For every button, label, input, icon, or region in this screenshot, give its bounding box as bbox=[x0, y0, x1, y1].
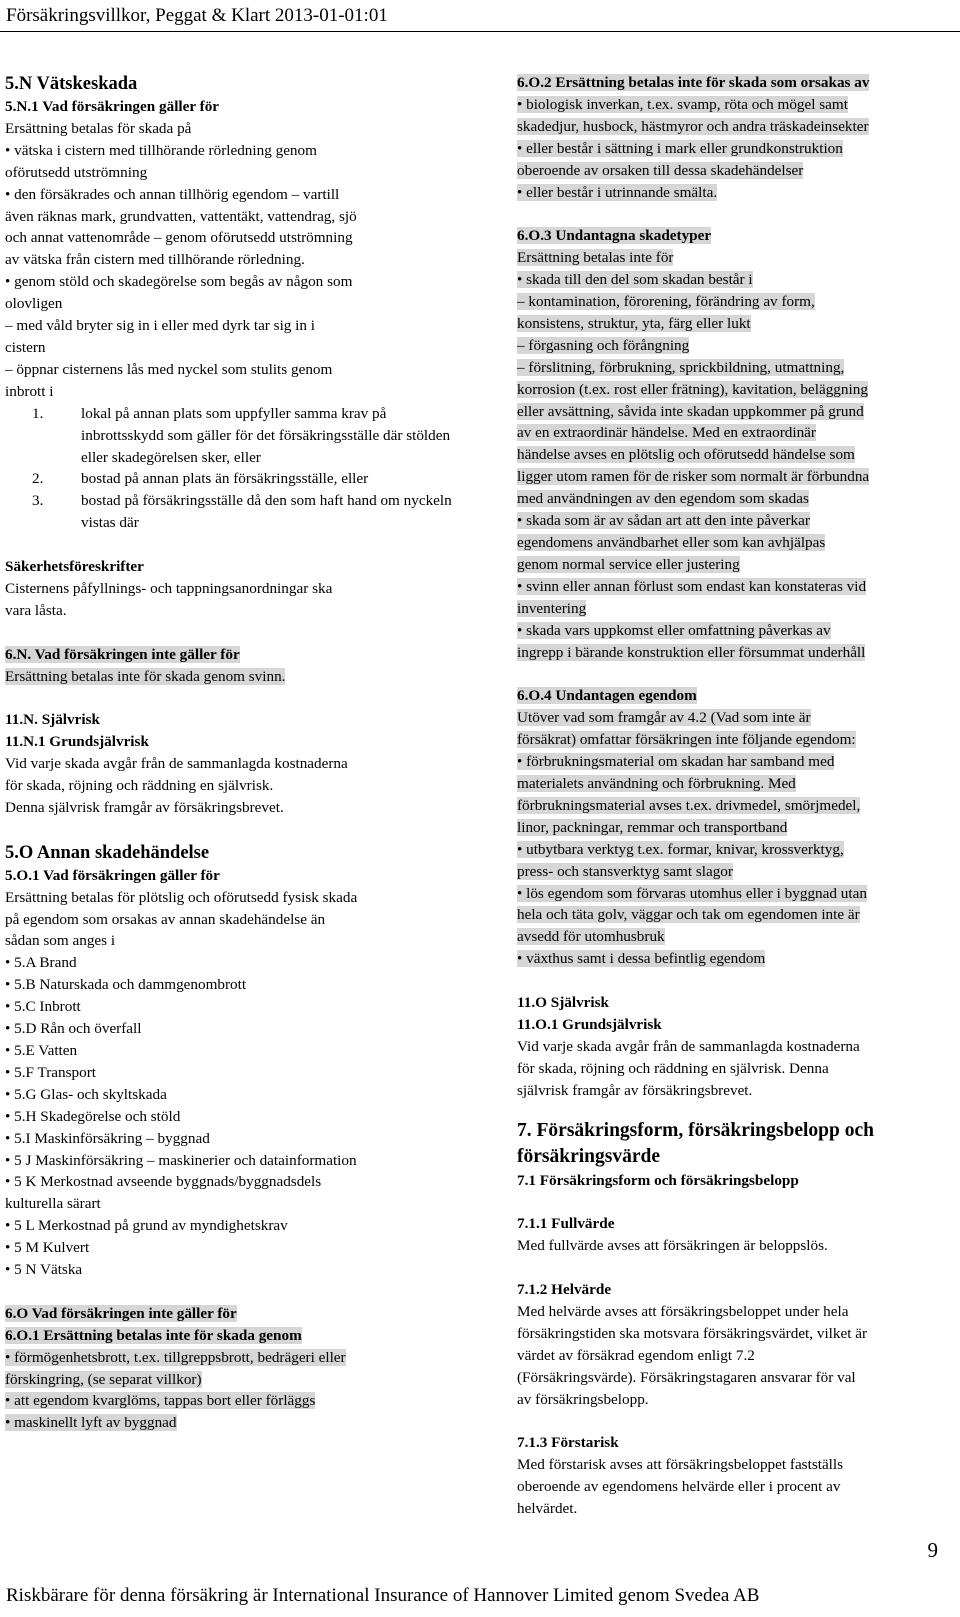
text-line: försäkrat) omfattar försäkringen inte följande egendom: bbox=[517, 731, 856, 749]
text-line: inventering bbox=[517, 599, 587, 617]
header-divider bbox=[0, 31, 960, 32]
text-line: – förslitning, förbrukning, sprickbildning, utmattning, bbox=[517, 358, 845, 376]
text-line: självrisk framgår av försäkringsbrevet. bbox=[517, 1081, 753, 1099]
text-line: helvärdet. bbox=[517, 1500, 578, 1518]
text-line: korrosion (t.ex. rost eller frätning), kavitation, beläggning bbox=[517, 380, 868, 398]
text-line: vara låsta. bbox=[5, 601, 67, 619]
list-item: • 5 K Merkostnad avseende byggnads/byggnadsdels bbox=[5, 1173, 322, 1191]
text-line: eller avsättning, såvida inte skadan uppkommer på grund bbox=[517, 402, 864, 420]
text-line: – förgasning och förångning bbox=[517, 336, 690, 354]
text-line: oberoende av orsaken till dessa skadehändelser bbox=[517, 161, 804, 179]
list-item: • eller består i utrinnande smälta. bbox=[517, 183, 718, 201]
numbered-item: 1. lokal på annan plats som uppfyller samma krav på inbrottsskydd som gäller för det försäkringsställe där stölden eller skadegörelsen sker, eller bbox=[32, 404, 451, 466]
list-item: • 5.I Maskinförsäkring – byggnad bbox=[5, 1129, 210, 1147]
list-item: • 5.F Transport bbox=[5, 1063, 96, 1081]
text-line: skadedjur, husbock, hästmyror och andra träskadeinsekter bbox=[517, 117, 869, 135]
text-line: förbrukningsmaterial avses t.ex. drivmedel, smörjmedel, bbox=[517, 796, 861, 814]
list-item: • svinn eller annan förlust som endast kan konstateras vid bbox=[517, 577, 867, 595]
subsection-heading-5N1: 5.N.1 Vad försäkringen gäller för bbox=[5, 98, 220, 115]
list-item: • 5.A Brand bbox=[5, 954, 77, 972]
text-line: och annat vattenområde – genom oförutsedd utströmning bbox=[5, 229, 353, 247]
text-line: sådan som anges i bbox=[5, 932, 116, 950]
subsection-heading-6O: 6.O Vad försäkringen inte gäller för bbox=[5, 1304, 237, 1322]
subsection-heading-6O2: 6.O.2 Ersättning betalas inte för skada som orsakas av bbox=[517, 74, 870, 91]
text-line: även räknas mark, grundvatten, vattentäkt, vattendrag, sjö bbox=[5, 207, 357, 225]
text-line: materialets användning och förbrukning. Med bbox=[517, 774, 796, 792]
text-line: cistern bbox=[5, 338, 46, 356]
list-item: • utbytbara verktyg t.ex. formar, knivar, krossverktyg, bbox=[517, 840, 844, 858]
numbered-item: 3. bostad på försäkringsställe då den som haft hand om nyckeln vistas där bbox=[32, 492, 452, 532]
subsection-heading-6O1: 6.O.1 Ersättning betalas inte för skada genom bbox=[5, 1326, 302, 1344]
subsection-heading-6N: 6.N. Vad försäkringen inte gäller för bbox=[5, 645, 240, 663]
text-line: • vätska i cistern med tillhörande rörledning genom bbox=[5, 141, 317, 159]
subsection-heading-11O: 11.O Självrisk bbox=[517, 994, 609, 1012]
text-line: på egendom som orsakas av annan skadehändelse än bbox=[5, 910, 326, 928]
list-item: • 5 N Vätska bbox=[5, 1261, 83, 1279]
list-item: • eller består i sättning i mark eller grundkonstruktion bbox=[517, 139, 843, 157]
list-item: • 5.G Glas- och skyltskada bbox=[5, 1085, 167, 1103]
page-number: 9 bbox=[927, 1538, 938, 1562]
text-line: linor, packningar, remmar och transportband bbox=[517, 818, 788, 836]
list-item: • 5 J Maskinförsäkring – maskinerier och datainformation bbox=[5, 1151, 357, 1169]
text-line: förskingring, (se separat villkor) bbox=[5, 1370, 202, 1388]
list-item: • 5.B Naturskada och dammgenombrott bbox=[5, 976, 247, 994]
section-heading-7-cont: försäkringsvärde bbox=[517, 1145, 660, 1167]
text-line: för skada, röjning och räddning en självrisk. bbox=[5, 777, 274, 795]
text-line: inbrott i bbox=[5, 382, 54, 400]
list-item: • lös egendom som förvaras utomhus eller i byggnad utan bbox=[517, 884, 867, 902]
subsection-heading-11O1: 11.O.1 Grundsjälvrisk bbox=[517, 1015, 662, 1033]
text-line: olovligen bbox=[5, 295, 63, 313]
text-line: Med fullvärde avses att försäkringen är beloppslös. bbox=[517, 1237, 828, 1255]
text-line: – öppnar cisternens lås med nyckel som stulits genom bbox=[5, 360, 333, 378]
list-item: • biologisk inverkan, t.ex. svamp, röta och mögel samt bbox=[517, 95, 848, 113]
text-line: egendomens användbarhet eller som kan avhjälpas bbox=[517, 534, 826, 552]
text-line: försäkringstiden ska motsvara försäkringsvärdet, vilket är bbox=[517, 1324, 868, 1342]
section-heading-5N: 5.N Vätskeskada bbox=[5, 74, 138, 94]
list-item: • maskinellt lyft av byggnad bbox=[5, 1414, 177, 1432]
list-item: • 5 L Merkostnad på grund av myndighetskrav bbox=[5, 1217, 288, 1235]
safety-heading: Säkerhetsföreskrifter bbox=[5, 558, 144, 576]
text-line: genom normal service eller justering bbox=[517, 555, 740, 573]
list-item: • 5.D Rån och överfall bbox=[5, 1020, 142, 1038]
text-line: Ersättning betalas för plötslig och oförutsedd fysisk skada bbox=[5, 888, 358, 906]
subsection-heading-11N1: 11.N.1 Grundsjälvrisk bbox=[5, 733, 149, 751]
subsection-heading-6O4: 6.O.4 Undantagen egendom bbox=[517, 687, 697, 705]
section-heading-7: 7. Försäkringsform, försäkringsbelopp och bbox=[517, 1119, 874, 1141]
text-line: händelse avses en plötslig och oförutsedd händelse som bbox=[517, 446, 855, 464]
text-line: Ersättning betalas inte för bbox=[517, 249, 674, 267]
text-line: oberoende av egendomens helvärde eller i procent av bbox=[517, 1478, 841, 1496]
subsection-heading-712: 7.1.2 Helvärde bbox=[517, 1281, 612, 1299]
left-column bbox=[5, 72, 452, 1434]
text-line: Med förstarisk avses att försäkringsbeloppet fastställs bbox=[517, 1456, 844, 1474]
text-line: oförutsedd utströmning bbox=[5, 163, 148, 181]
text-line: Ersättning betalas inte för skada genom svinn. bbox=[5, 667, 286, 685]
list-item: • förbrukningsmaterial om skadan har samband med bbox=[517, 753, 835, 771]
list-item: • förmögenhetsbrott, t.ex. tillgreppsbrott, bedrägeri eller bbox=[5, 1348, 346, 1366]
list-item: • skada vars uppkomst eller omfattning påverkas av bbox=[517, 621, 831, 639]
text-line: press- och stansverktyg samt slagor bbox=[517, 862, 733, 880]
text-line: konsistens, struktur, yta, färg eller lukt bbox=[517, 314, 751, 332]
text-line: Vid varje skada avgår från de sammanlagda kostnaderna bbox=[5, 755, 348, 773]
text-line: • den försäkrades och annan tillhörig egendom – vartill bbox=[5, 185, 340, 203]
list-item: • 5.C Inbrott bbox=[5, 998, 81, 1016]
text-line: med användningen av den egendom som skadas bbox=[517, 490, 809, 508]
text-line: Denna självrisk framgår av försäkringsbrevet. bbox=[5, 798, 284, 816]
subsection-heading-713: 7.1.3 Förstarisk bbox=[517, 1434, 619, 1452]
text-line: • genom stöld och skadegörelse som begås av någon som bbox=[5, 273, 353, 291]
text-line: värdet av försäkrad egendom enligt 7.2 bbox=[517, 1346, 755, 1364]
text-line: – kontamination, förorening, förändring av form, bbox=[517, 293, 815, 311]
text-line: Med helvärde avses att försäkringsbeloppet under hela bbox=[517, 1302, 849, 1320]
subsection-heading-71: 7.1 Försäkringsform och försäkringsbelopp bbox=[517, 1171, 799, 1189]
text-line: för skada, röjning och räddning en självrisk. Denna bbox=[517, 1059, 829, 1077]
list-item: • växthus samt i dessa befintlig egendom bbox=[517, 950, 766, 968]
list-item: • 5.H Skadegörelse och stöld bbox=[5, 1107, 181, 1125]
right-column bbox=[517, 72, 957, 1520]
numbered-item: 2. bostad på annan plats än försäkringsställe, eller bbox=[32, 470, 369, 488]
subsection-heading-711: 7.1.1 Fullvärde bbox=[517, 1215, 615, 1233]
text-line: hela och täta golv, väggar och tak om egendomen inte är bbox=[517, 906, 860, 924]
text-line: ligger utom ramen för de risker som normalt är förbundna bbox=[517, 468, 870, 486]
subsection-heading-5O1: 5.O.1 Vad försäkringen gäller för bbox=[5, 866, 220, 884]
text-line: Cisternens påfyllnings- och tappningsanordningar ska bbox=[5, 579, 333, 597]
text-line: kulturella särart bbox=[5, 1195, 101, 1213]
text-line: ingrepp i bärande konstruktion eller försummat underhåll bbox=[517, 643, 866, 661]
list-item: • 5 M Kulvert bbox=[5, 1239, 90, 1257]
subsection-heading-11N: 11.N. Självrisk bbox=[5, 711, 100, 729]
section-heading-5O: 5.O Annan skadehändelse bbox=[5, 842, 210, 863]
subsection-heading-6O3: 6.O.3 Undantagna skadetyper bbox=[517, 227, 712, 245]
text-line: av vätska från cistern med tillhörande rörledning. bbox=[5, 251, 305, 269]
text-line: Vid varje skada avgår från de sammanlagda kostnaderna bbox=[517, 1037, 860, 1055]
list-item: • skada som är av sådan art att den inte påverkar bbox=[517, 512, 810, 530]
list-item: • att egendom kvarglöms, tappas bort eller förläggs bbox=[5, 1392, 316, 1410]
document-header: Försäkringsvillkor, Peggat & Klart 2013-01-01:01 bbox=[6, 5, 388, 26]
text-line: – med våld bryter sig in i eller med dyrk tar sig in i bbox=[5, 317, 316, 335]
text-line: Utöver vad som framgår av 4.2 (Vad som inte är bbox=[517, 709, 811, 727]
text-line: av en extraordinär händelse. Med en extraordinär bbox=[517, 424, 816, 442]
text-line: Ersättning betalas för skada på bbox=[5, 119, 192, 137]
document-footer: Riskbärare för denna försäkring är International Insurance of Hannover Limited genom Svedea AB bbox=[6, 1585, 760, 1606]
list-item: • skada till den del som skadan består i bbox=[517, 271, 753, 289]
text-line: (Försäkringsvärde). Försäkringstagaren ansvarar för val bbox=[517, 1368, 856, 1386]
list-item: • 5.E Vatten bbox=[5, 1042, 78, 1059]
text-line: avsedd för utomhusbruk bbox=[517, 928, 665, 946]
text-line: av försäkringsbelopp. bbox=[517, 1390, 649, 1408]
